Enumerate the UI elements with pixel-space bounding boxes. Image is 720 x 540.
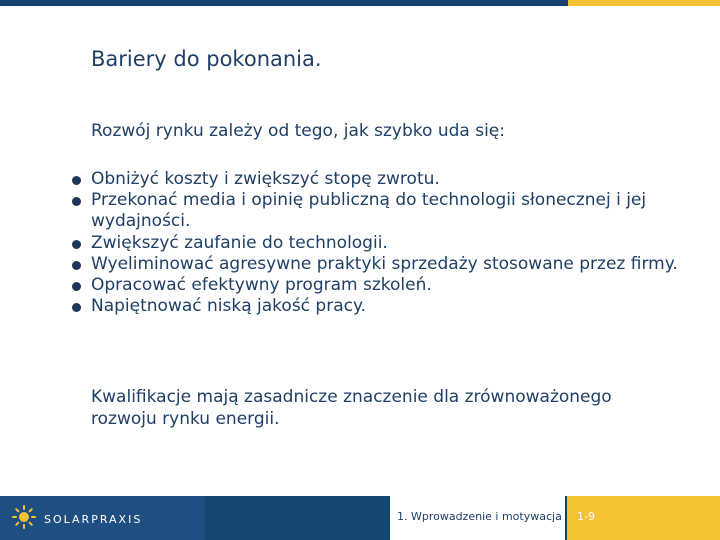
bullet-list <box>72 169 692 317</box>
bullet-item <box>72 275 692 296</box>
bullet-item <box>72 190 692 232</box>
bullet-text: Przekonać media i opinię publiczną do technologii słonecznej i jej wydajności. <box>91 190 647 232</box>
bullet-dot-icon <box>72 240 81 249</box>
conclusion-text: Kwalifikacje mają zasadnicze znaczenie dla zrównoważonego rozwoju rynku energii. <box>91 387 612 429</box>
bullet-dot-icon <box>72 176 81 185</box>
footer-stripe-dark <box>205 496 390 540</box>
bullet-text: Zwiększyć zaufanie do technologii. <box>91 232 388 253</box>
bullet-item <box>72 169 692 190</box>
top-bar-accent <box>568 0 720 6</box>
bullet-dot-icon <box>72 261 81 270</box>
section-label: 1. Wprowadzenie i motywacja <box>397 510 562 523</box>
bullet-dot-icon <box>72 303 81 312</box>
footer-bar <box>0 496 720 540</box>
page-number: 1-9 <box>577 510 595 523</box>
bullet-text: Wyeliminować agresywne praktyki sprzedaży stosowane przez firmy. <box>91 253 678 274</box>
section-box <box>390 496 565 540</box>
bullet-dot-icon <box>72 197 81 206</box>
top-bar <box>0 0 720 6</box>
bullet-text: Opracować efektywny program szkoleń. <box>91 275 432 296</box>
page-number-box <box>567 496 720 540</box>
bullet-item <box>72 233 692 254</box>
intro-text: Rozwój rynku zależy od tego, jak szybko uda się: <box>91 121 505 141</box>
logo-text: SOLARPRAXIS <box>44 512 143 526</box>
bullet-item <box>72 254 692 275</box>
solarpraxis-logo <box>12 505 142 533</box>
bullet-dot-icon <box>72 282 81 291</box>
slide-title: Bariery do pokonania. <box>91 47 322 71</box>
bullet-text: Napiętnować niską jakość pracy. <box>91 296 367 317</box>
sun-icon <box>12 505 36 533</box>
bullet-item <box>72 296 692 317</box>
bullet-text: Obniżyć koszty i zwiększyć stopę zwrotu. <box>91 169 440 189</box>
